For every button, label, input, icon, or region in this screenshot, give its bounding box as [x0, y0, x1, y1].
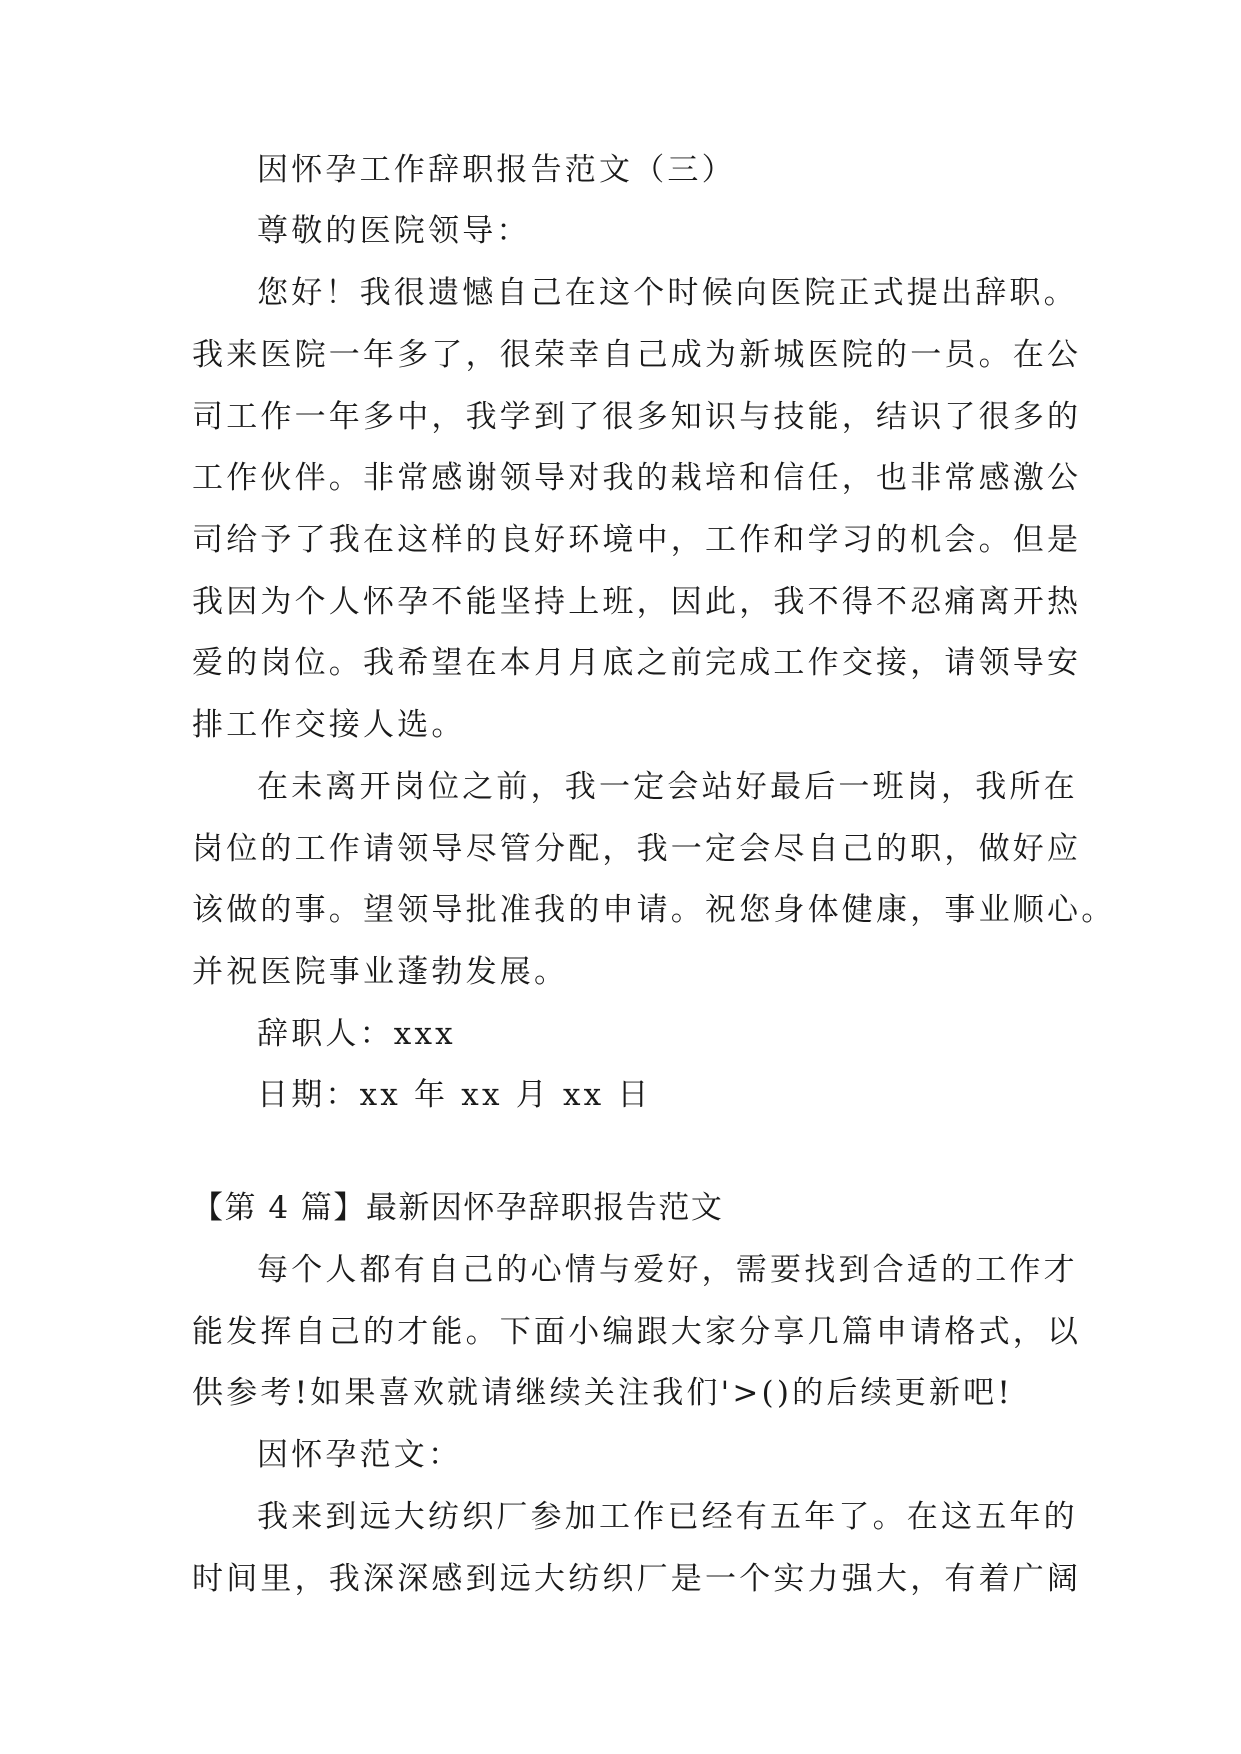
- paragraph-line: 爱的岗位。我希望在本月月底之前完成工作交接，请领导安: [192, 645, 1082, 681]
- paragraph-line: 在未离开岗位之前，我一定会站好最后一班岗，我所在: [257, 769, 1078, 805]
- subtitle: 因怀孕范文：: [257, 1437, 463, 1473]
- paragraph-line: 能发挥自己的才能。下面小编跟大家分享几篇申请格式，以: [192, 1314, 1082, 1350]
- salutation: 尊敬的医院领导：: [257, 213, 531, 249]
- section-heading: 【第 4 篇】最新因怀孕辞职报告范文: [192, 1190, 724, 1226]
- paragraph-line: 我因为个人怀孕不能坚持上班，因此，我不得不忍痛离开热: [192, 584, 1082, 620]
- paragraph-line: 工作伙伴。非常感谢领导对我的栽培和信任，也非常感激公: [192, 460, 1082, 496]
- paragraph-line: 时间里，我深深感到远大纺织厂是一个实力强大，有着广阔: [192, 1561, 1082, 1597]
- section-title: 因怀孕工作辞职报告范文（三）: [257, 152, 736, 188]
- paragraph-line: 司给予了我在这样的良好环境中，工作和学习的机会。但是: [192, 522, 1082, 558]
- paragraph-line: 供参考!如果喜欢就请继续关注我们'>()的后续更新吧!: [192, 1375, 1013, 1411]
- paragraph-line: 您好！我很遗憾自己在这个时候向医院正式提出辞职。: [257, 275, 1078, 311]
- paragraph-line: 我来到远大纺织厂参加工作已经有五年了。在这五年的: [257, 1499, 1078, 1535]
- paragraph-line: 司工作一年多中，我学到了很多知识与技能，结识了很多的: [192, 399, 1082, 435]
- signer-line: 辞职人：xxx: [257, 1016, 456, 1052]
- date-line: 日期：xx 年 xx 月 xx 日: [257, 1077, 652, 1113]
- paragraph-line: 岗位的工作请领导尽管分配，我一定会尽自己的职，做好应: [192, 831, 1082, 867]
- paragraph-line: 排工作交接人选。: [192, 707, 466, 743]
- paragraph-line: 并祝医院事业蓬勃发展。: [192, 954, 569, 990]
- paragraph-line: 我来医院一年多了，很荣幸自己成为新城医院的一员。在公: [192, 337, 1082, 373]
- paragraph-line: 该做的事。望领导批准我的申请。祝您身体健康，事业顺心。: [192, 892, 1116, 928]
- paragraph-line: 每个人都有自己的心情与爱好，需要找到合适的工作才: [257, 1252, 1078, 1288]
